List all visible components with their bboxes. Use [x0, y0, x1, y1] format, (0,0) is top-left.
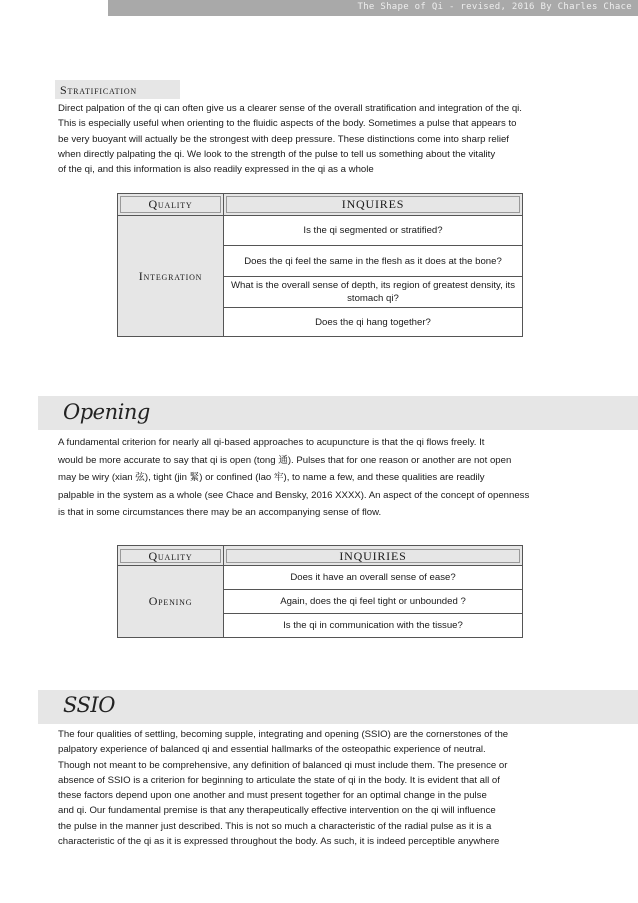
section-title-ssio: SSIO — [63, 693, 115, 717]
opening-paragraph — [58, 434, 603, 522]
integration-table — [117, 193, 523, 337]
ssio-paragraph — [58, 727, 603, 849]
paragraph-line: palpatory experience of balanced qi and essential hallmarks of the osteopathic experience of neutral. — [58, 744, 486, 756]
table-row — [118, 566, 523, 590]
inquiry-cell: Is the qi segmented or stratified? — [224, 216, 523, 246]
running-title: The Shape of Qi - revised, 2016 By Charles Chace — [357, 2, 632, 12]
inquiry-cell: Does the qi feel the same in the flesh as it does at the bone? — [224, 246, 523, 277]
section-banner-opening — [38, 396, 638, 430]
quality-cell-integration: Integration — [118, 216, 224, 337]
table-header-quality: Quality — [118, 194, 224, 216]
table-header-row — [118, 546, 523, 566]
paragraph-line: absence of SSIO is a criterion for beginning to articulate the state of qi in the body. It is evident that all of — [58, 774, 500, 786]
inquiry-cell: Does it have an overall sense of ease? — [224, 566, 523, 590]
running-header — [108, 0, 638, 16]
quality-cell-opening: Opening — [118, 566, 224, 638]
paragraph-line: these factors depend upon one another and must present together for an optimal change in the pulse — [58, 790, 487, 802]
paragraph-line: A fundamental criterion for nearly all qi-based approaches to acupuncture is that the qi flows freely. It — [58, 437, 485, 448]
section-label-stratification: Stratification — [55, 80, 180, 99]
section-banner-ssio — [38, 690, 638, 724]
paragraph-line: would be more accurate to say that qi is open (tong 通). Pulses that for one reason or another are not open — [58, 454, 512, 466]
inquiry-cell: Is the qi in communication with the tissue? — [224, 614, 523, 638]
table-header-inquiries: INQUIRIES — [224, 546, 523, 566]
opening-table — [117, 545, 523, 638]
inquiry-cell: Does the qi hang together? — [224, 308, 523, 337]
section-title-opening: Opening — [63, 400, 150, 424]
table-header-quality: Quality — [118, 546, 224, 566]
paragraph-line: Though not meant to be comprehensive, any definition of balanced qi must include them. The presence or — [58, 759, 508, 771]
paragraph-line: Direct palpation of the qi can often give us a clearer sense of the overall stratification and integration of the qi. — [58, 103, 522, 114]
inquiry-cell: Again, does the qi feel tight or unbounded ? — [224, 590, 523, 614]
paragraph-line: may be wiry (xian 弦), tight (jin 緊) or confined (lao 牢), to name a few, and these qualities are readily — [58, 472, 485, 484]
table-header-row — [118, 194, 523, 216]
paragraph-line: when directly palpating the qi. We look to the strength of the pulse to tell us something about the vitality — [58, 148, 496, 160]
paragraph-line: and qi. Our fundamental premise is that any therapeutically effective intervention on the qi will influence — [58, 805, 496, 817]
table-header-inquiries: INQUIRES — [224, 194, 523, 216]
stratification-paragraph — [58, 101, 598, 177]
paragraph-line: The four qualities of settling, becoming supple, integrating and opening (SSIO) are the cornerstones of the — [58, 729, 509, 740]
inquiry-cell: What is the overall sense of depth, its region of greatest density, its stomach qi? — [224, 277, 523, 308]
paragraph-line: the pulse in the manner just described. This is not so much a characteristic of the radial pulse as it is a — [58, 820, 492, 832]
paragraph-line: characteristic of the qi as it is expressed throughout the body. As such, it is indeed perceptible anywhere — [58, 836, 500, 848]
paragraph-line: of the qi, and this information is also readily expressed in the qi as a whole — [58, 164, 374, 176]
paragraph-line: be very buoyant will actually be the strongest with deep pressure. These distinctions come into sharp relief — [58, 133, 509, 145]
paragraph-line: palpable in the system as a whole (see Chace and Bensky, 2016 XXXX). An aspect of the concept of openness — [58, 489, 530, 501]
paragraph-line: This is especially useful when orienting to the fluidic aspects of the body. Sometimes a pulse that appears to — [58, 118, 517, 130]
table-row — [118, 216, 523, 246]
paragraph-line: is that in some circumstances there may be an accompanying sense of flow. — [58, 507, 382, 519]
